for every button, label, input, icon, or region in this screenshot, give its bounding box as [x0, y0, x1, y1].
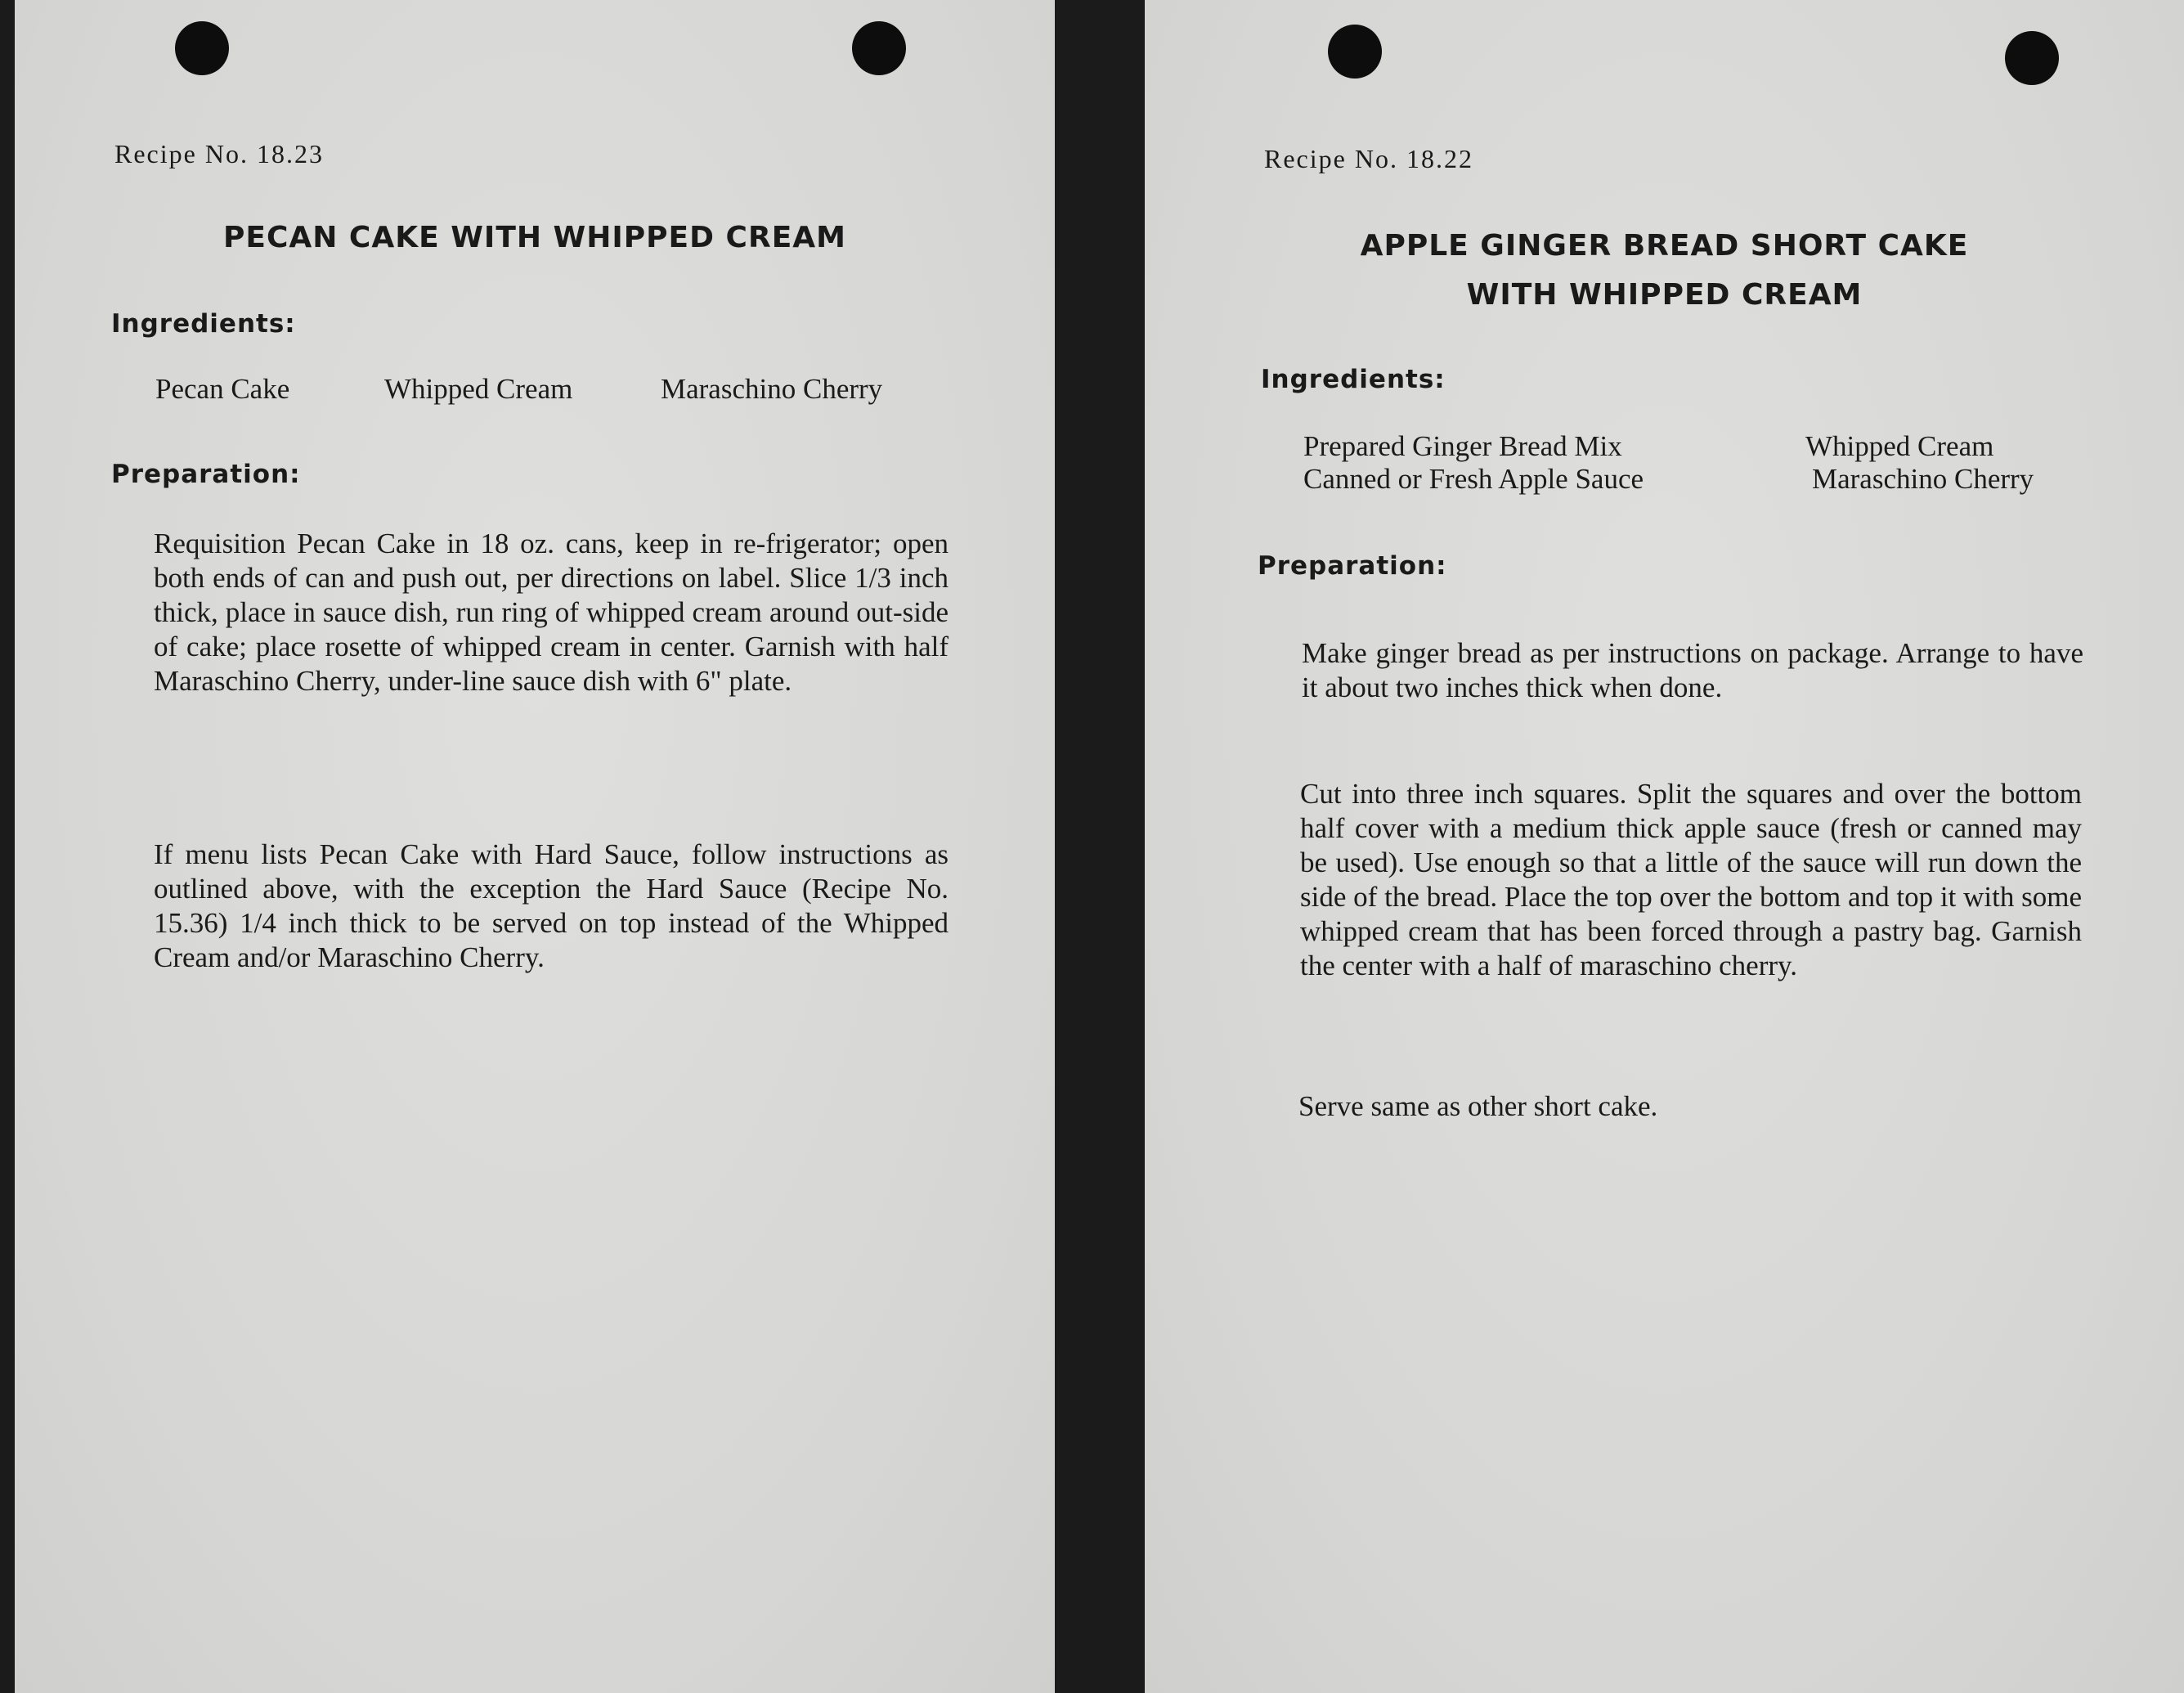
recipe-title: APPLE GINGER BREAD SHORT CAKE — [1360, 229, 1969, 263]
punch-hole — [2005, 31, 2059, 85]
preparation-paragraph: Cut into three inch squares. Split the squares and over the bottom half cover with a medium thick apple sauce (fresh or canned may be used). Use enough so that a little of the sauce will run down the side of the bread. Place the top over the bottom and top it with some whipped cream that has been forced through a pastry bag. Garnish the center with a half of maraschino cherry. — [1300, 778, 2082, 981]
ingredients-heading: Ingredients: — [111, 309, 296, 339]
ingredients-heading: Ingredients: — [1261, 365, 1446, 394]
preparation-paragraph: Serve same as other short cake. — [1298, 1090, 1658, 1122]
ingredient-item: Canned or Fresh Apple Sauce — [1303, 463, 1644, 495]
punch-hole — [1328, 25, 1382, 79]
ingredient-item: Maraschino Cherry — [1812, 463, 2034, 495]
recipe-title: WITH WHIPPED CREAM — [1466, 278, 1863, 312]
recipe-card-apple-ginger-bread — [1145, 0, 2184, 1693]
recipe-title: PECAN CAKE WITH WHIPPED CREAM — [223, 221, 846, 254]
recipe-card-pecan-cake — [15, 0, 1055, 1693]
ingredient-item: Maraschino Cherry — [661, 373, 883, 405]
preparation-heading: Preparation: — [1258, 551, 1447, 581]
recipe-number: Recipe No. 18.23 — [114, 139, 324, 168]
punch-hole — [852, 21, 906, 75]
ingredient-item: Prepared Ginger Bread Mix — [1303, 430, 1622, 462]
preparation-paragraph: Requisition Pecan Cake in 18 oz. cans, keep in re-frigerator; open both ends of can and push out, per directions on label. Slice 1/3 inch thick, place in sauce dish, run ring of whipped cream around out-side of cake; place rosette of whipped cream in center. Garnish with half Maraschino Cherry, under-line sauce dish with 6" plate. — [154, 528, 948, 697]
punch-hole — [175, 21, 229, 75]
recipe-number: Recipe No. 18.22 — [1264, 144, 1473, 173]
preparation-paragraph: If menu lists Pecan Cake with Hard Sauce, follow instructions as outlined above, with the exception the Hard Sauce (Recipe No. 15.36) 1/4 inch thick to be served on top instead of the Whipped Cream and/or Maraschino Cherry. — [154, 838, 948, 973]
ingredient-item: Whipped Cream — [384, 373, 573, 405]
preparation-paragraph: Make ginger bread as per instructions on package. Arrange to have it about two inches thick when done. — [1302, 637, 2083, 703]
ingredient-item: Whipped Cream — [1805, 430, 1994, 462]
ingredient-item: Pecan Cake — [155, 373, 290, 405]
preparation-heading: Preparation: — [111, 460, 301, 489]
